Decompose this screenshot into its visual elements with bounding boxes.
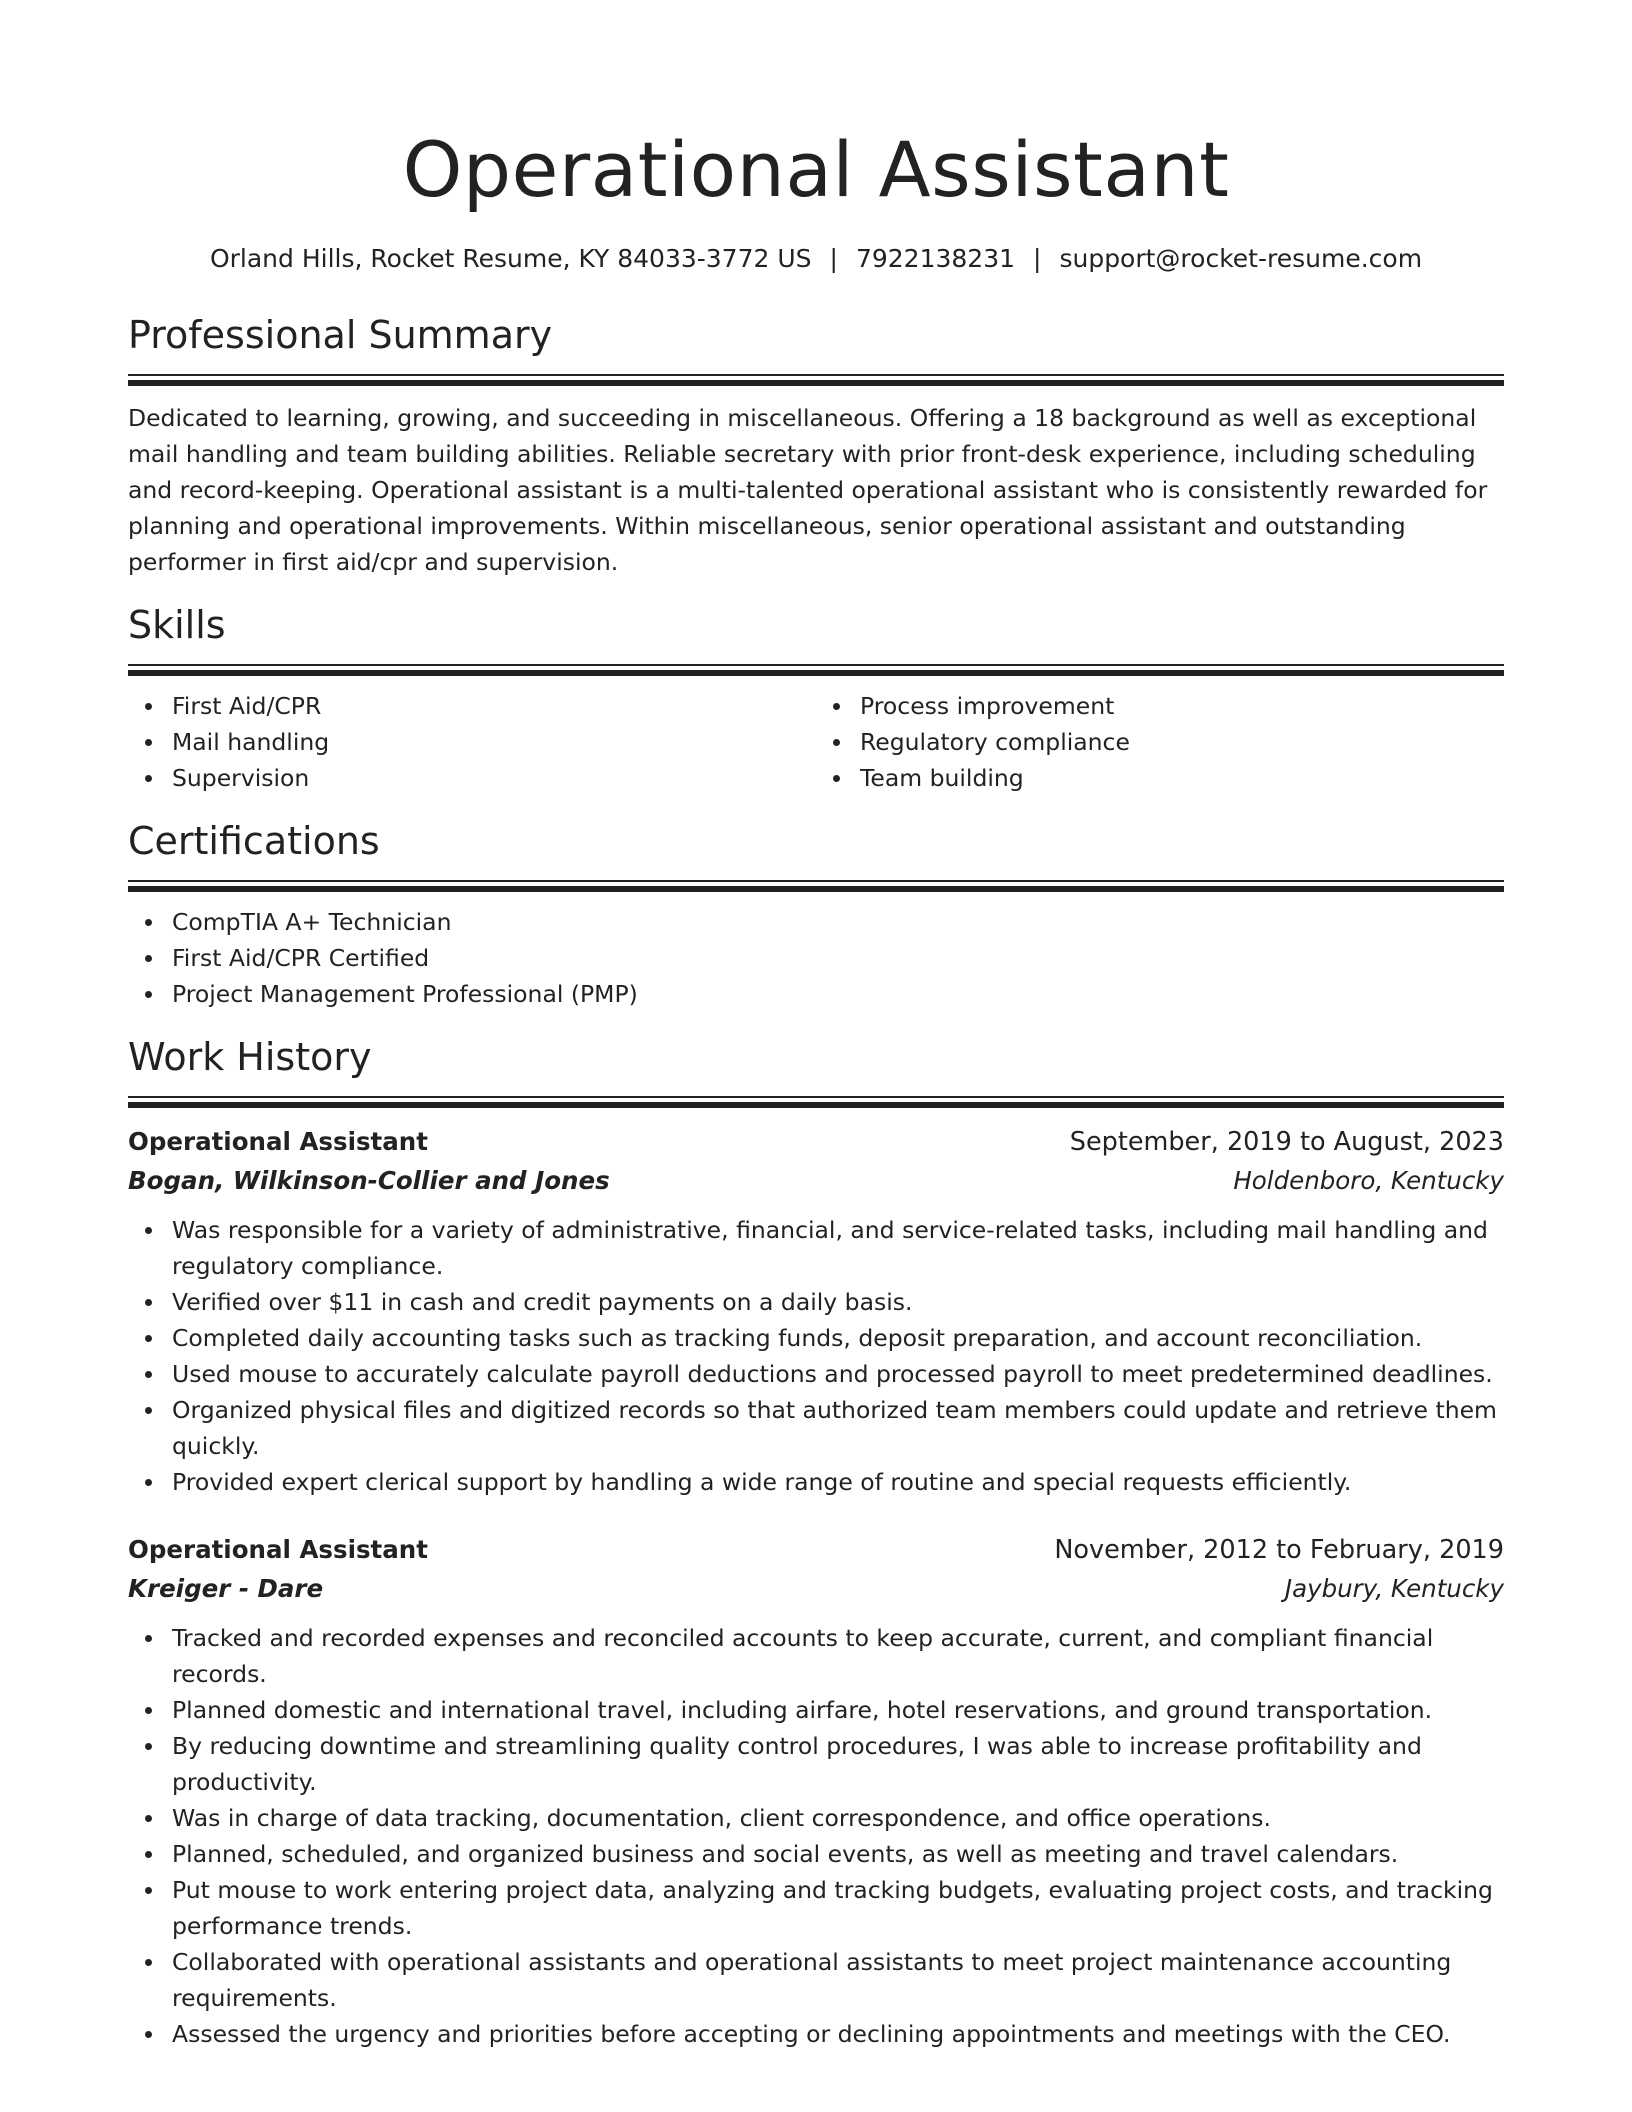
job-duty: Put mouse to work entering project data, analyzing and tracking budgets, evaluating project costs, and tracking performance trends. <box>172 1872 1504 1944</box>
certification-item: Project Management Professional (PMP) <box>172 976 1504 1012</box>
job-company: Kreiger - Dare <box>128 1574 324 1603</box>
job-duty: Provided expert clerical support by handling a wide range of routine and special requests efficiently. <box>172 1464 1504 1500</box>
contact-address: Orland Hills, Rocket Resume, KY 84033-3772 US <box>209 244 812 273</box>
job-subheader <box>128 1160 1504 1202</box>
section-divider <box>128 664 1504 676</box>
job-duty: Planned, scheduled, and organized business and social events, as well as meeting and travel calendars. <box>172 1836 1504 1872</box>
skills-list-right <box>816 688 1504 796</box>
job-title: Operational Assistant <box>128 1535 428 1564</box>
skills-list-left <box>128 688 816 796</box>
skills-heading: Skills <box>128 603 226 647</box>
skills-section <box>128 600 1504 796</box>
section-divider <box>128 1096 1504 1108</box>
job-duty: Assessed the urgency and priorities before accepting or declining appointments and meetings with the CEO. <box>172 2016 1504 2052</box>
certifications-heading: Certifications <box>128 819 380 863</box>
skill-item: Supervision <box>172 760 816 796</box>
contact-email[interactable]: support@rocket-resume.com <box>1059 244 1423 273</box>
job-duty: Was responsible for a variety of administrative, financial, and service-related tasks, including mail handling and regulatory compliance. <box>172 1212 1504 1284</box>
job-duty: Verified over $11 in cash and credit payments on a daily basis. <box>172 1284 1504 1320</box>
job-company: Bogan, Wilkinson-Collier and Jones <box>128 1166 610 1195</box>
job-dates: September, 2019 to August, 2023 <box>1069 1127 1504 1157</box>
job-location: Holdenboro, Kentucky <box>1233 1166 1504 1195</box>
job-duties-list <box>128 1212 1504 1500</box>
contact-separator: | <box>829 244 838 273</box>
job-duty: Planned domestic and international travel, including airfare, hotel reservations, and ground transportation. <box>172 1692 1504 1728</box>
job-duty: Was in charge of data tracking, documentation, client correspondence, and office operations. <box>172 1800 1504 1836</box>
skill-item: Mail handling <box>172 724 816 760</box>
job-dates: November, 2012 to February, 2019 <box>1054 1535 1504 1565</box>
section-divider <box>128 880 1504 892</box>
job-duties-list <box>128 1620 1504 2052</box>
job-header <box>128 1124 1504 1160</box>
skills-grid <box>128 676 1504 796</box>
job-entry <box>128 1532 1504 2052</box>
job-header <box>128 1532 1504 1568</box>
certification-item: CompTIA A+ Technician <box>172 904 1504 940</box>
resume-name: Operational Assistant <box>402 125 1230 214</box>
skill-item: Regulatory compliance <box>860 724 1504 760</box>
job-duty: Tracked and recorded expenses and reconciled accounts to keep accurate, current, and compliant financial records. <box>172 1620 1504 1692</box>
summary-section <box>128 310 1504 580</box>
job-entry <box>128 1124 1504 1500</box>
contact-line <box>128 242 1504 276</box>
certification-item: First Aid/CPR Certified <box>172 940 1504 976</box>
summary-text: Dedicated to learning, growing, and succeeding in miscellaneous. Offering a 18 background as well as exceptional mail handling and team building abilities. Reliable secretary with prior front-desk experience, including scheduling and record-keeping. Operational assistant is a multi-talented operational assistant who is consistently rewarded for planning and operational improvements. Within miscellaneous, senior operational assistant and outstanding performer in first aid/cpr and supervision. <box>128 404 1488 576</box>
work-history-section <box>128 1032 1504 2052</box>
work-history-heading: Work History <box>128 1035 372 1079</box>
contact-phone: 7922138231 <box>855 244 1016 273</box>
summary-heading: Professional Summary <box>128 313 553 357</box>
job-subheader <box>128 1568 1504 1610</box>
job-duty: By reducing downtime and streamlining quality control procedures, I was able to increase profitability and productivity. <box>172 1728 1504 1800</box>
job-location: Jaybury, Kentucky <box>1284 1574 1504 1603</box>
certifications-section <box>128 816 1504 1012</box>
certifications-list <box>128 904 1504 1012</box>
job-duty: Used mouse to accurately calculate payroll deductions and processed payroll to meet predetermined deadlines. <box>172 1356 1504 1392</box>
job-duty: Completed daily accounting tasks such as tracking funds, deposit preparation, and account reconciliation. <box>172 1320 1504 1356</box>
job-duty: Collaborated with operational assistants and operational assistants to meet project maintenance accounting requirements. <box>172 1944 1504 2016</box>
job-title: Operational Assistant <box>128 1127 428 1156</box>
contact-separator: | <box>1033 244 1042 273</box>
skill-item: First Aid/CPR <box>172 688 816 724</box>
skill-item: Process improvement <box>860 688 1504 724</box>
job-duty: Organized physical files and digitized records so that authorized team members could update and retrieve them quickly. <box>172 1392 1504 1464</box>
skill-item: Team building <box>860 760 1504 796</box>
section-divider <box>128 374 1504 386</box>
